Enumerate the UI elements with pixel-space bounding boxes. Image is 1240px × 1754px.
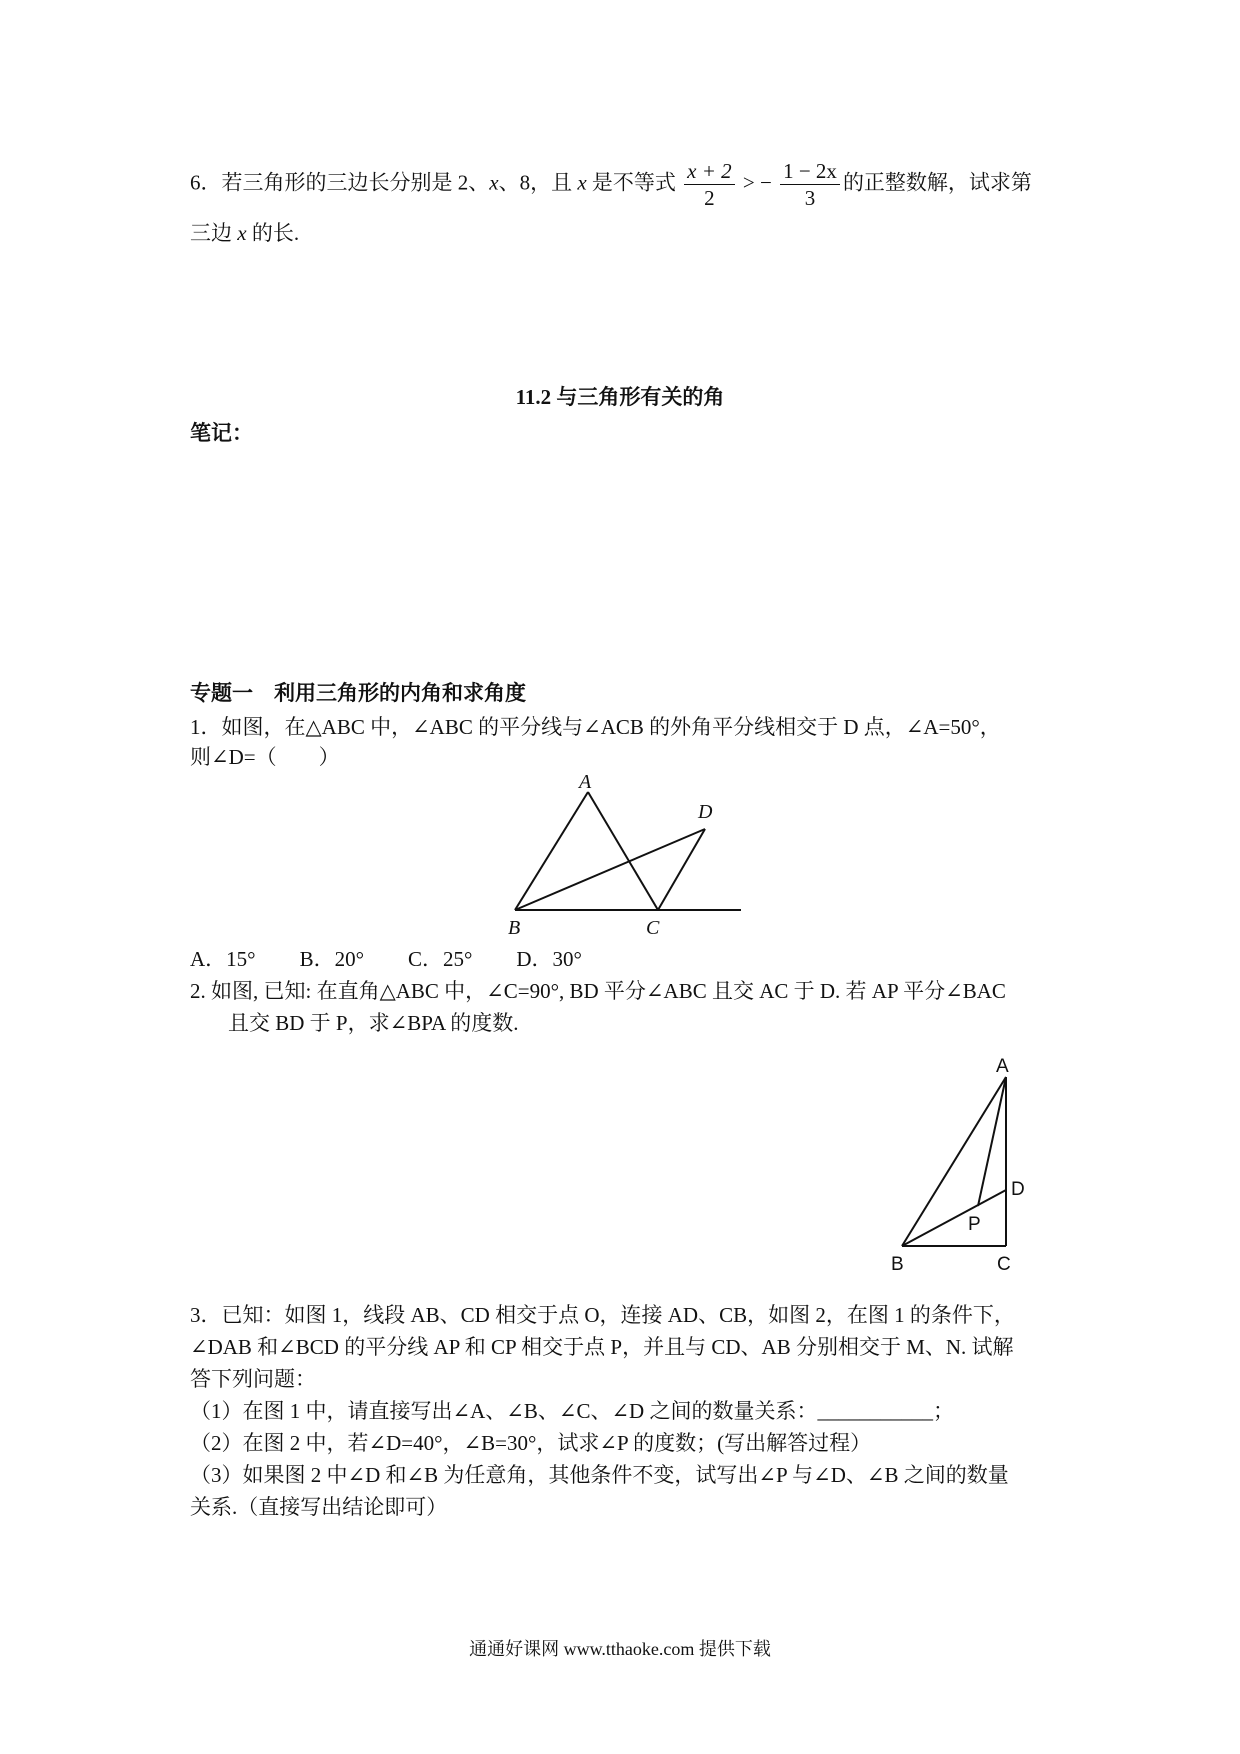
notes-label: 笔记： (190, 421, 253, 445)
fig2-label-b: B (891, 1254, 904, 1275)
page-footer: 通通好课网 www.tthaoke.com 提供下载 (469, 1639, 771, 1659)
fig2-label-d: D (1011, 1179, 1025, 1200)
figure-1 (505, 772, 750, 942)
q2-line1: 2. 如图, 已知: 在直角△ABC 中，∠C=90°, BD 平分∠ABC 且交 AC 于 D. 若 AP 平分∠BAC (190, 979, 1006, 1003)
figure-1-svg (505, 772, 750, 942)
topic1-title: 专题一 利用三角形的内角和求角度 (190, 681, 526, 705)
q6-gt-sign: > − (737, 170, 778, 195)
q1-line2: 则∠D=（ ） (190, 745, 340, 769)
q3-line2: ∠DAB 和∠BCD 的平分线 AP 和 CP 相交于点 P，并且与 CD、AB 分别相交于 M、N. 试解 (190, 1335, 1014, 1359)
q6-fraction-1 (684, 158, 735, 211)
q6-var-x: x (489, 170, 499, 195)
q6-var-x-3: x (237, 221, 247, 245)
fig1-label-b: B (508, 917, 521, 939)
choice-b: B．20° (299, 947, 364, 971)
figure-2 (885, 1055, 1025, 1275)
choice-a: A．15° (190, 947, 256, 971)
choice-c: C．25° (407, 947, 473, 971)
q6-line2 (190, 218, 299, 248)
q3-part2: （2）在图 2 中，若∠D=40°，∠B=30°，试求∠P 的度数；(写出解答过程） (190, 1431, 872, 1455)
fig2-label-c: C (997, 1254, 1011, 1275)
fig2-line-bd (902, 1190, 1006, 1246)
q6-frac2-denominator: 3 (804, 186, 816, 210)
section-title: 11.2 与三角形有关的角 (515, 385, 725, 409)
q6-text-mid2: 是不等式 (586, 170, 676, 195)
figure-2-svg (885, 1055, 1025, 1275)
q6-text-mid: 、8，且 (498, 170, 578, 195)
q6-fraction-2 (780, 158, 840, 211)
q1-line1: 1．如图，在△ABC 中，∠ABC 的平分线与∠ACB 的外角平分线相交于 D 点，∠A=50°， (190, 715, 1001, 739)
q3-line1: 3．已知：如图 1，线段 AB、CD 相交于点 O，连接 AD、CB，如图 2，在图 1 的条件下， (190, 1303, 1015, 1327)
q6-text-post: 的正整数解，试求第 (842, 170, 1032, 195)
fig1-label-d: D (698, 801, 713, 823)
q6-line2-post: 的长. (246, 221, 300, 245)
q1-choices (190, 944, 626, 974)
fig1-label-a: A (579, 772, 592, 793)
fig2-label-a: A (996, 1056, 1009, 1077)
fig1-side-ac (588, 792, 658, 910)
q2-line2: 且交 BD 于 P，求∠BPA 的度数. (228, 1011, 519, 1035)
choice-d: D．30° (516, 947, 582, 971)
fig2-line-ap (978, 1077, 1006, 1206)
q6-frac2-numerator: 1 − 2x (780, 158, 840, 185)
q6-frac1-numerator: x + 2 (684, 158, 735, 185)
fig1-line-cd (658, 829, 705, 910)
fig1-side-ab (515, 792, 588, 910)
q3-part3-line2: 关系.（直接写出结论即可） (190, 1495, 448, 1519)
q3-part1: （1）在图 1 中，请直接写出∠A、∠B、∠C、∠D 之间的数量关系：___________； (190, 1399, 954, 1423)
q6-line1 (190, 158, 1032, 211)
fig2-side-ab (902, 1077, 1006, 1246)
q3-line3: 答下列问题： (190, 1367, 316, 1391)
fig2-label-p: P (968, 1214, 981, 1235)
q6-line2-pre: 三边 (190, 221, 238, 245)
fig1-line-bd (515, 829, 705, 910)
q6-text-pre: 6．若三角形的三边长分别是 2、 (190, 170, 490, 195)
q3-part3-line1: （3）如果图 2 中∠D 和∠B 为任意角，其他条件不变，试写出∠P 与∠D、∠B 之间的数量 (190, 1463, 1009, 1487)
q6-var-x-2: x (577, 170, 587, 195)
q6-frac1-denominator: 2 (704, 186, 715, 210)
fig1-label-c: C (646, 917, 660, 939)
